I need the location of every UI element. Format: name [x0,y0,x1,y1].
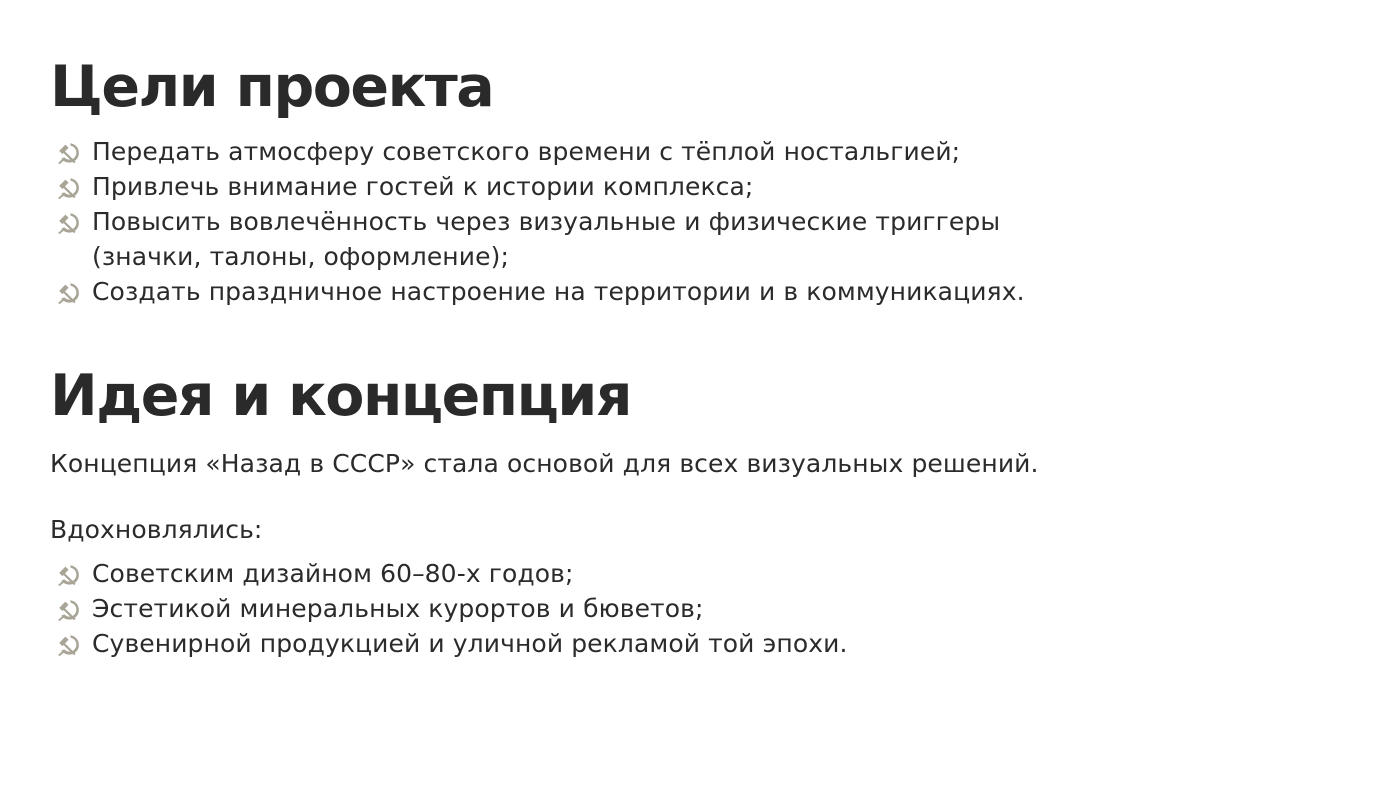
list-item [50,204,1092,274]
list-item [50,169,1092,204]
list-item-text: Повысить вовлечённость через визуальные и физические триггеры (значки, талоны, оформление); [92,207,1001,271]
hammer-and-sickle-icon [56,280,82,306]
hammer-and-sickle-icon [56,175,82,201]
hammer-and-sickle-icon [56,210,82,236]
list-item-text: Советским дизайном 60–80-х годов; [92,559,574,588]
hammer-and-sickle-icon [56,597,82,623]
list-item [50,556,1400,591]
inspiration-list [50,556,1400,661]
list-item [50,134,1092,169]
list-item [50,591,1400,626]
list-item-text: Эстетикой минеральных курортов и бюветов; [92,594,704,623]
list-item-text: Привлечь внимание гостей к истории комплекса; [92,172,754,201]
list-item-text: Сувенирной продукцией и уличной рекламой той эпохи. [92,629,848,658]
hammer-and-sickle-icon [56,140,82,166]
goals-heading: Цели проекта [50,54,494,120]
goals-list [50,134,1400,309]
list-item-text: Передать атмосферу советского времени с тёплой ностальгией; [92,137,961,166]
hammer-and-sickle-icon [56,632,82,658]
concept-heading: Идея и концепция [50,363,631,429]
list-item-text: Создать праздничное настроение на территории и в коммуникациях. [92,277,1025,306]
list-item [50,626,1400,661]
concept-paragraph: Концепция «Назад в СССР» стала основой для всех визуальных решений. [50,449,1039,478]
list-item [50,274,1092,309]
hammer-and-sickle-icon [56,562,82,588]
inspired-label: Вдохновлялись: [50,515,263,544]
